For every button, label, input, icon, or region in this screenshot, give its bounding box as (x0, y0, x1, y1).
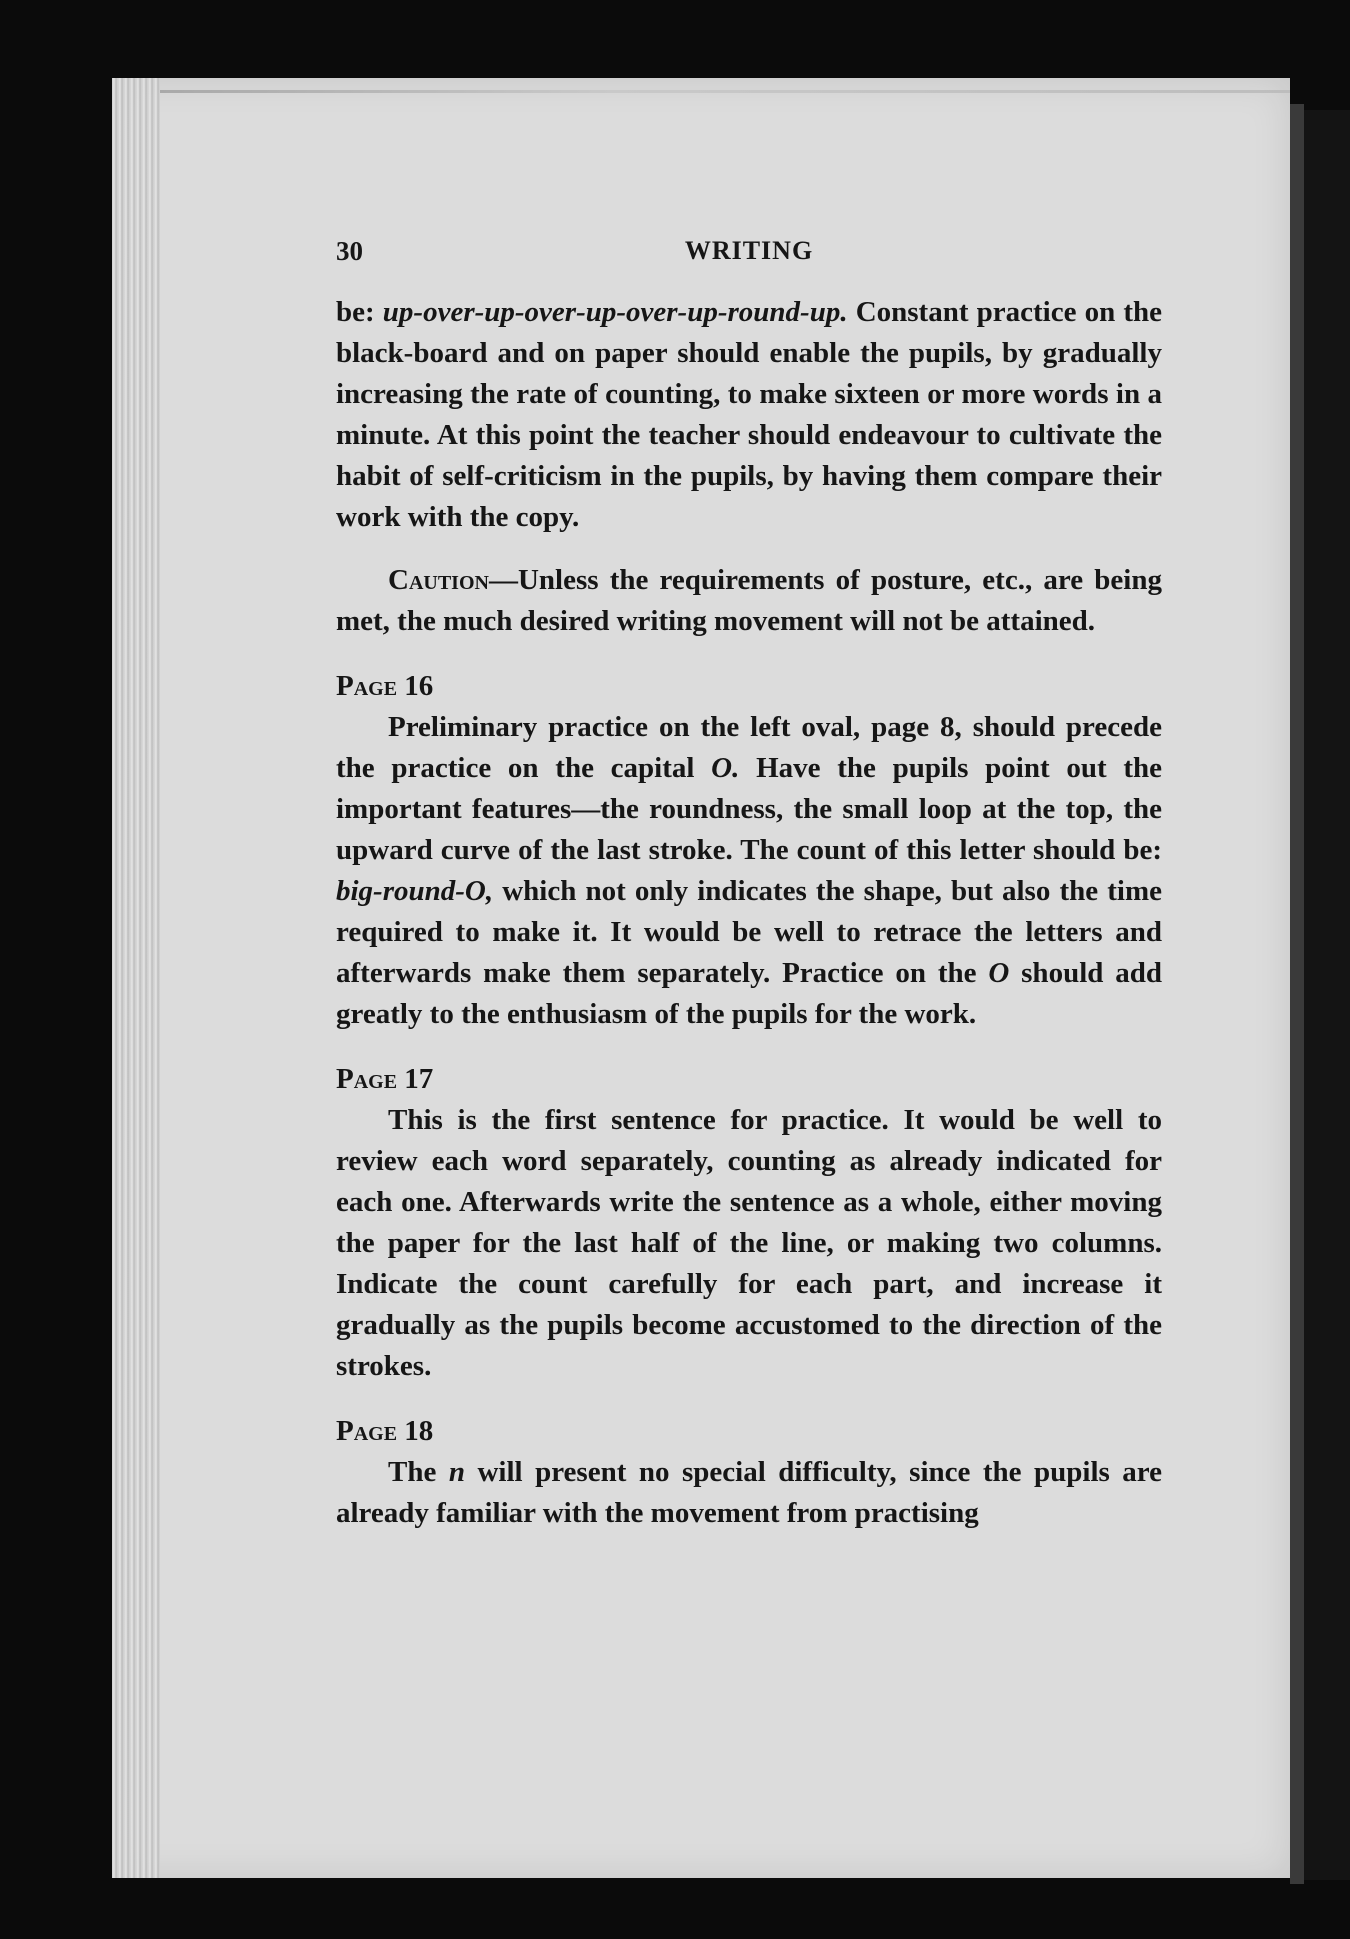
caution-text: —Unless the requirements of posture, etc., are being met, the much desired writing movement will not be attained. (336, 564, 1162, 637)
section-heading-page-18: Page 18 (336, 1415, 434, 1447)
page16-text-1: Preliminary practice on the left oval, page 8, should precede the practice on the capital (336, 711, 1162, 784)
facing-page-edge (1290, 104, 1304, 1884)
page-number: 30 (336, 236, 363, 266)
para1-count-italic: up-over-up-over-up-over-up-round-up. (382, 296, 848, 328)
page-text-block (336, 222, 1162, 1534)
page18-italic-1: n (448, 1456, 465, 1488)
section-page-18-text (336, 1452, 1162, 1534)
para1-rest: Constant practice on the black-board and on paper should enable the pupils, by gradually increasing the rate of counting, to make sixteen or more words in a minute. At this point the teacher should endeavour to cultivate the habit of self-criticism in the pupils, by having them compare their work with the copy. (336, 296, 1162, 533)
page18-text-2: will present no special difficulty, since the pupils are already familiar with the movement from practising (336, 1456, 1163, 1529)
top-page-edge (160, 90, 1290, 93)
paragraph-continued (336, 292, 1162, 538)
page16-text-4: should add greatly to the enthusiasm of the pupils for the work. (336, 957, 1162, 1030)
section-heading-page-17: Page 17 (336, 1063, 434, 1095)
page16-italic-2: big-round-O, (336, 875, 494, 907)
running-head (336, 222, 1162, 278)
running-title: WRITING (684, 236, 814, 265)
page16-italic-3: O (988, 957, 1010, 989)
caution-label: Caution (388, 564, 489, 596)
page18-text-1: The (388, 1456, 449, 1488)
section-heading-page-16: Page 16 (336, 670, 434, 702)
para1-lead: be: (336, 296, 383, 328)
section-page-17-text: This is the first sentence for practice. It would be well to review each word separately, counting as already indicated for each one. Afterwards write the sentence as a whole, either moving the paper for the last half of the line, or making two columns. Indicate the count carefully for each part, and increase it gradually as the pupils become accustomed to the direction of the strokes. (336, 1104, 1162, 1382)
caution-paragraph (336, 560, 1162, 642)
book-gutter (1304, 110, 1350, 1880)
page16-text-2: Have the pupils point out the important features—the roundness, the small loop at the top, the upward curve of the last stroke. The count of this letter should be: (336, 752, 1162, 866)
section-page-16-text (336, 707, 1162, 1035)
page16-text-3: which not only indicates the shape, but also the time required to make it. It would be well to retrace the letters and afterwards make them separately. Practice on the (336, 875, 1162, 989)
page16-italic-1: O. (711, 752, 740, 784)
page-stack-edge (112, 78, 160, 1878)
